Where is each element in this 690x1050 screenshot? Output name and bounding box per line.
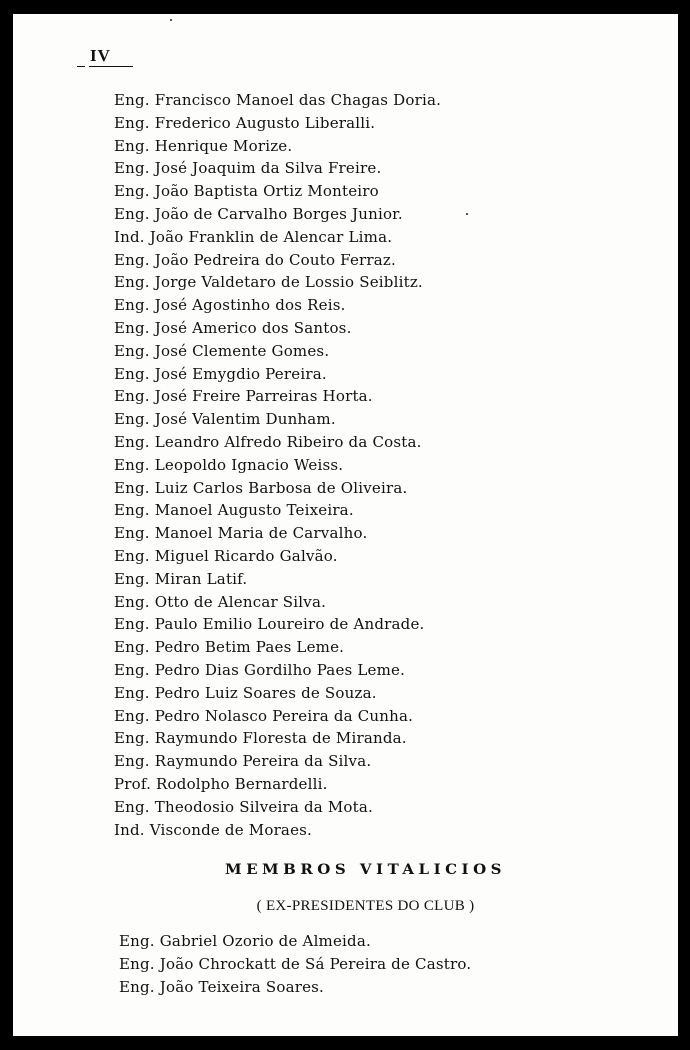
member-entry: Eng. Pedro Dias Gordilho Paes Leme. <box>114 660 406 679</box>
member-entry: Eng. José Agostinho dos Reis. <box>114 296 346 315</box>
member-entry: Eng. José Valentim Dunham. <box>114 410 336 429</box>
member-entry: Eng. Raymundo Floresta de Miranda. <box>114 729 407 748</box>
page-number: IV <box>90 46 111 65</box>
member-entry: Eng. José Joaquim da Silva Freire. <box>114 159 382 178</box>
member-entry: Eng. Miguel Ricardo Galvão. <box>114 546 338 565</box>
member-entry: Eng. Pedro Luiz Soares de Souza. <box>114 683 377 702</box>
member-entry: Eng. Manoel Maria de Carvalho. <box>114 524 368 543</box>
member-entry: Eng. Raymundo Pereira da Silva. <box>114 752 372 771</box>
member-entry: Eng. José Freire Parreiras Horta. <box>114 387 373 406</box>
member-entry: Eng. Theodosio Silveira da Mota. <box>114 797 373 816</box>
member-entry: Eng. Henrique Morize. <box>114 136 293 155</box>
member-entry: Eng. Luiz Carlos Barbosa de Oliveira. <box>114 478 408 497</box>
member-entry: Eng. Paulo Emilio Loureiro de Andrade. <box>114 615 425 634</box>
member-entry: Eng. Miran Latif. <box>114 569 248 588</box>
member-entry: Eng. Francisco Manoel das Chagas Doria. <box>114 91 442 109</box>
member-entry: Eng. Pedro Nolasco Pereira da Cunha. <box>114 706 414 725</box>
member-entry: Eng. José Emygdio Pereira. <box>114 364 327 383</box>
member-entry: Ind. João Franklin de Alencar Lima. <box>114 227 393 246</box>
member-list <box>114 89 441 841</box>
ex-president-entry: Eng. João Chrockatt de Sá Pereira de Castro. <box>119 954 472 973</box>
member-entry: Eng. Leandro Alfredo Ribeiro da Costa. <box>114 432 422 451</box>
member-entry: Eng. João Baptista Ortiz Monteiro <box>114 182 379 201</box>
member-entry: Eng. Pedro Betim Paes Leme. <box>114 638 345 657</box>
print-speck <box>170 19 172 21</box>
member-entry: Eng. José Clemente Gomes. <box>114 341 330 360</box>
member-entry: Eng. Manoel Augusto Teixeira. <box>114 501 354 520</box>
member-entry: Eng. João de Carvalho Borges Junior. <box>114 204 403 223</box>
member-entry: Prof. Rodolpho Bernardelli. <box>114 774 328 793</box>
member-entry: Eng. João Pedreira do Couto Ferraz. <box>114 250 396 269</box>
ex-president-entry: Eng. Gabriel Ozorio de Almeida. <box>119 932 371 950</box>
section-subtitle: ( EX-PRESIDENTES DO CLUB ) <box>256 898 475 914</box>
ex-president-entry: Eng. João Teixeira Soares. <box>119 977 325 996</box>
member-entry: Eng. Leopoldo Ignacio Weiss. <box>114 455 344 474</box>
page-number-rule <box>89 66 133 67</box>
section-title: MEMBROS VITALICIOS <box>225 860 506 878</box>
member-entry: Eng. Jorge Valdetaro de Lossio Seiblitz. <box>114 273 423 292</box>
member-entry: Eng. Otto de Alencar Silva. <box>114 592 327 611</box>
page-number-rule-lead <box>77 66 85 67</box>
member-entry: Eng. Frederico Augusto Liberalli. <box>114 113 376 132</box>
print-speck <box>466 213 468 215</box>
member-entry: Ind. Visconde de Moraes. <box>114 820 313 839</box>
ex-president-list <box>119 930 471 998</box>
member-entry: Eng. José Americo dos Santos. <box>114 318 352 337</box>
document-page <box>13 14 678 1036</box>
